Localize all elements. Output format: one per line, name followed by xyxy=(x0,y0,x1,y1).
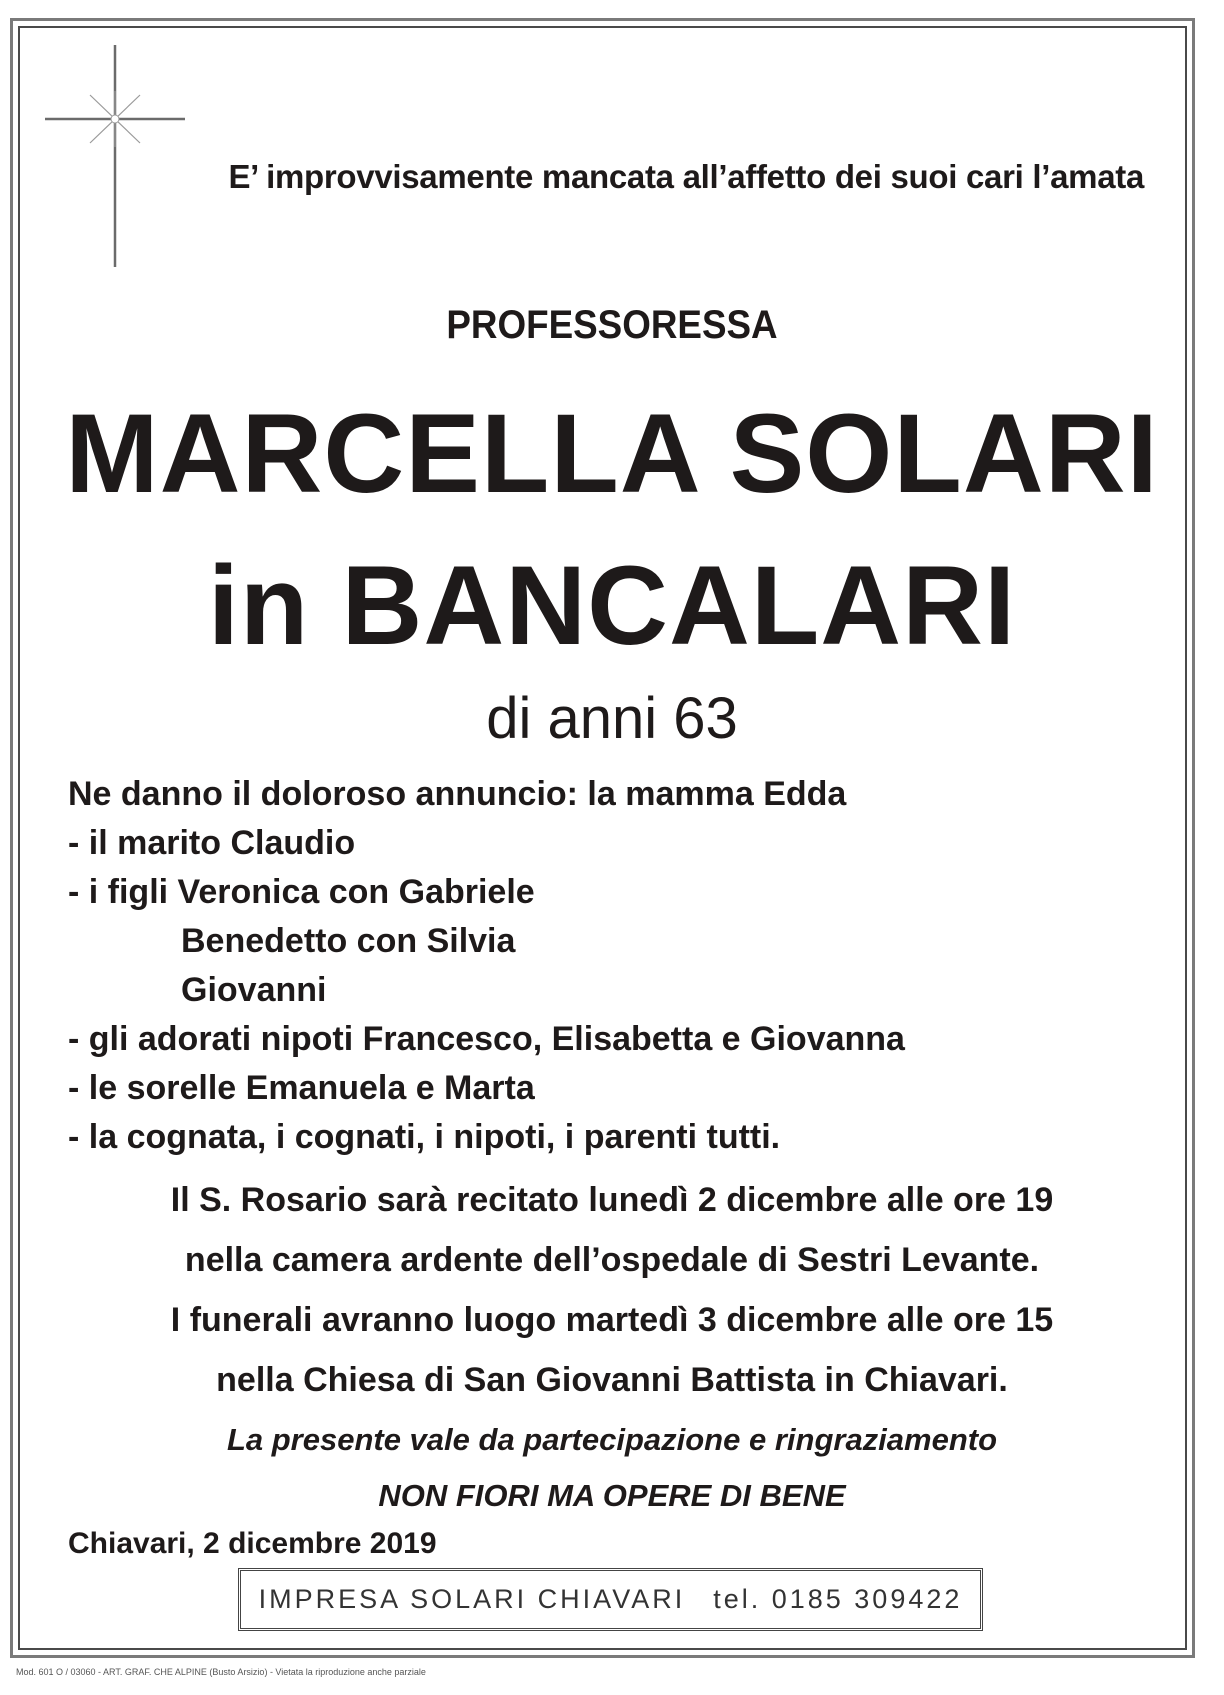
rosary-line: nella camera ardente dell’ospedale di Sestri Levante. xyxy=(184,1241,1040,1279)
family-line: - gli adorati nipoti Francesco, Elisabetta e Giovanna xyxy=(68,1020,905,1058)
company-phone: tel. 0185 309422 xyxy=(713,1584,963,1614)
family-announcement xyxy=(68,770,905,1162)
print-footer: Mod. 601 O / 03060 - ART. GRAF. CHE ALPINE (Busto Arsizio) - Vietata la riproduzione anche parziale xyxy=(16,1667,426,1677)
funeral-line: nella Chiesa di San Giovanni Battista in Chiavari. xyxy=(216,1361,1008,1399)
age-text: di anni 63 xyxy=(486,686,738,751)
rosary-info xyxy=(0,1170,1224,1290)
family-line: - le sorelle Emanuela e Marta xyxy=(68,1069,535,1107)
funeral-line: I funerali avranno luogo martedì 3 dicembre alle ore 15 xyxy=(170,1301,1054,1339)
intro-text: E’ improvvisamente mancata all’affetto dei suoi cari l’amata xyxy=(228,158,1144,195)
family-line: Ne danno il doloroso annuncio: la mamma Edda xyxy=(68,775,847,813)
funeral-info xyxy=(0,1290,1224,1410)
company-name: IMPRESA SOLARI CHIAVARI xyxy=(258,1584,686,1614)
funeral-company-box xyxy=(238,1568,983,1631)
no-flowers-note: NON FIORI MA OPERE DI BENE xyxy=(378,1478,846,1513)
family-line: - la cognata, i cognati, i nipoti, i parenti tutti. xyxy=(68,1118,781,1156)
family-line: - i figli Veronica con Gabriele xyxy=(68,873,535,911)
deceased-name: MARCELLA SOLARI xyxy=(65,391,1159,516)
family-line: - il marito Claudio xyxy=(68,824,356,862)
rosary-line: Il S. Rosario sarà recitato lunedì 2 dicembre alle ore 19 xyxy=(170,1181,1054,1219)
family-line: Benedetto con Silvia xyxy=(181,922,516,960)
honorific-title: PROFESSORESSA xyxy=(446,303,778,347)
place-date: Chiavari, 2 dicembre 2019 xyxy=(68,1527,437,1560)
family-line: Giovanni xyxy=(181,971,327,1009)
deceased-married-name: in BANCALARI xyxy=(207,543,1017,668)
participation-note: La presente vale da partecipazione e ringraziamento xyxy=(226,1422,998,1457)
